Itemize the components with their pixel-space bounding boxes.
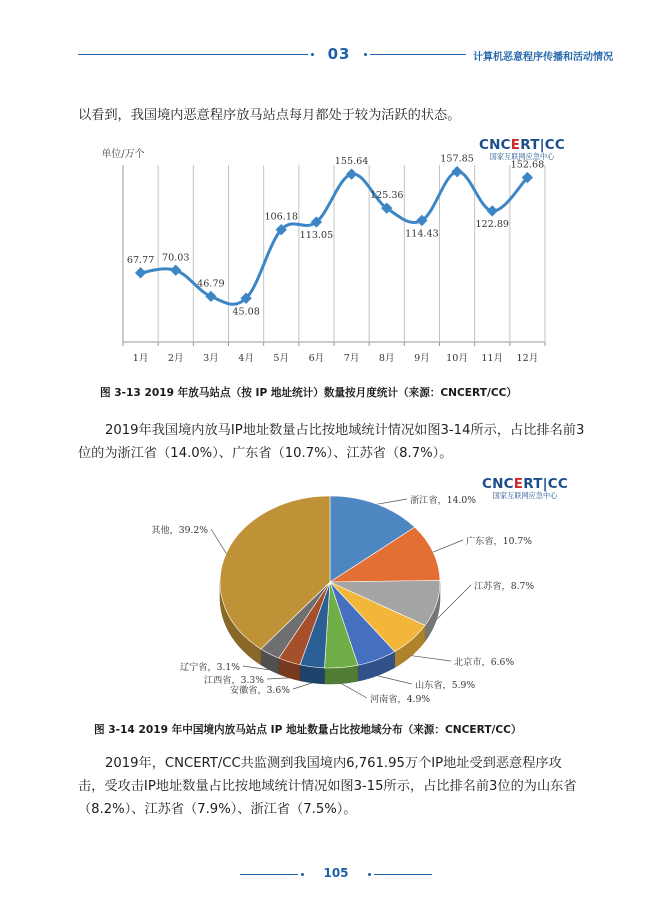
leader-line — [412, 656, 451, 661]
x-tick-label: 1月 — [132, 353, 149, 364]
monthly-line-chart — [0, 0, 657, 380]
data-point — [487, 205, 498, 216]
pie-slice-label: 浙江省，14.0% — [410, 495, 476, 506]
paragraph-region-stats: 2019年我国境内放马IP地址数量占比按地域统计情况如图3-14所示，占比排名前3位的为浙江省（14.0%）、广东省（10.7%）、江苏省（8.7%）。 — [78, 423, 585, 461]
cncert-logo-chart2: CNCERT|CC 国家互联网应急中心 — [482, 476, 568, 500]
data-label: 67.77 — [126, 254, 155, 266]
pie-slice-label: 山东省，5.9% — [415, 680, 476, 691]
footer-dot-right — [368, 873, 371, 876]
data-label: 70.03 — [162, 252, 190, 264]
data-point — [170, 265, 181, 276]
leader-line — [377, 676, 412, 684]
data-label: 46.79 — [197, 278, 225, 290]
data-point — [346, 169, 357, 180]
pie-slice-label: 江苏省，8.7% — [474, 581, 535, 592]
chapter-number: 03 — [327, 45, 351, 63]
data-point — [135, 267, 146, 278]
region-pie-chart — [0, 470, 657, 710]
x-tick-label: 12月 — [516, 353, 539, 364]
footer-rule-right — [374, 874, 432, 875]
section-title: 计算机恶意程序传播和活动情况 — [473, 52, 613, 63]
pie-slice-label: 辽宁省，3.1% — [179, 662, 240, 673]
x-tick-label: 8月 — [378, 353, 395, 364]
data-label: 113.05 — [299, 229, 334, 241]
figure-3-14-caption: 图 3-14 2019 年中国境内放马站点 IP 地址数量占比按地域分布（来源：CNCERT/CC） — [94, 724, 522, 736]
leader-line — [436, 585, 471, 620]
leader-line — [377, 499, 407, 504]
leader-line — [433, 540, 463, 552]
cncert-logo-chart1: CNCERT|CC 国家互联网应急中心 — [479, 137, 565, 161]
leader-line — [341, 684, 367, 698]
x-tick-label: 5月 — [273, 353, 290, 364]
leader-line — [293, 683, 312, 689]
paragraph-attacked-ip: 2019年，CNCERT/CC共监测到我国境内6,761.95万个IP地址受到恶意程序攻击，受攻击IP地址数量占比按地域统计情况如图3-15所示，占比排名前3位的为山东省（8.2%）、江苏省（7.9%）、浙江省（7.5%）。 — [78, 756, 577, 817]
unit-label: 单位/万个 — [101, 149, 145, 160]
data-label: 152.68 — [510, 159, 545, 171]
x-tick-label: 7月 — [343, 353, 360, 364]
pie-slice-label: 江西省，3.3% — [203, 675, 264, 686]
intro-line: 以看到，我国境内恶意程序放马站点每月都处于较为活跃的状态。 — [78, 108, 461, 123]
x-tick-label: 9月 — [414, 353, 430, 364]
x-tick-label: 4月 — [238, 353, 254, 364]
x-tick-label: 6月 — [308, 353, 325, 364]
data-label: 155.64 — [334, 156, 369, 168]
figure-3-13-caption: 图 3-13 2019 年放马站点（按 IP 地址统计）数量按月度统计（来源：CNCERT/CC） — [100, 387, 517, 399]
x-tick-label: 2月 — [167, 353, 184, 364]
pie-slice-label: 安徽省，3.6% — [229, 685, 290, 696]
data-point — [451, 166, 462, 177]
data-label: 45.08 — [232, 306, 260, 318]
x-tick-label: 3月 — [203, 353, 219, 364]
data-label: 122.89 — [475, 218, 510, 230]
data-label: 125.36 — [369, 190, 404, 202]
x-tick-label: 10月 — [446, 353, 468, 364]
data-label: 114.43 — [405, 228, 439, 240]
data-label: 106.18 — [264, 211, 299, 223]
pie-slice-label: 其他，39.2% — [151, 525, 208, 536]
page-number: 105 — [323, 866, 349, 880]
pie-slice-label: 北京市，6.6% — [454, 657, 515, 668]
x-tick-label: 11月 — [481, 353, 504, 364]
data-point — [205, 291, 216, 302]
footer-dot-left — [301, 873, 304, 876]
footer-rule-left — [240, 874, 298, 875]
leader-line — [211, 529, 226, 553]
pie-slice-label: 广东省，10.7% — [466, 536, 532, 547]
pie-slice-label: 河南省，4.9% — [370, 694, 431, 705]
leader-line — [267, 678, 289, 679]
data-label: 157.85 — [440, 153, 474, 165]
